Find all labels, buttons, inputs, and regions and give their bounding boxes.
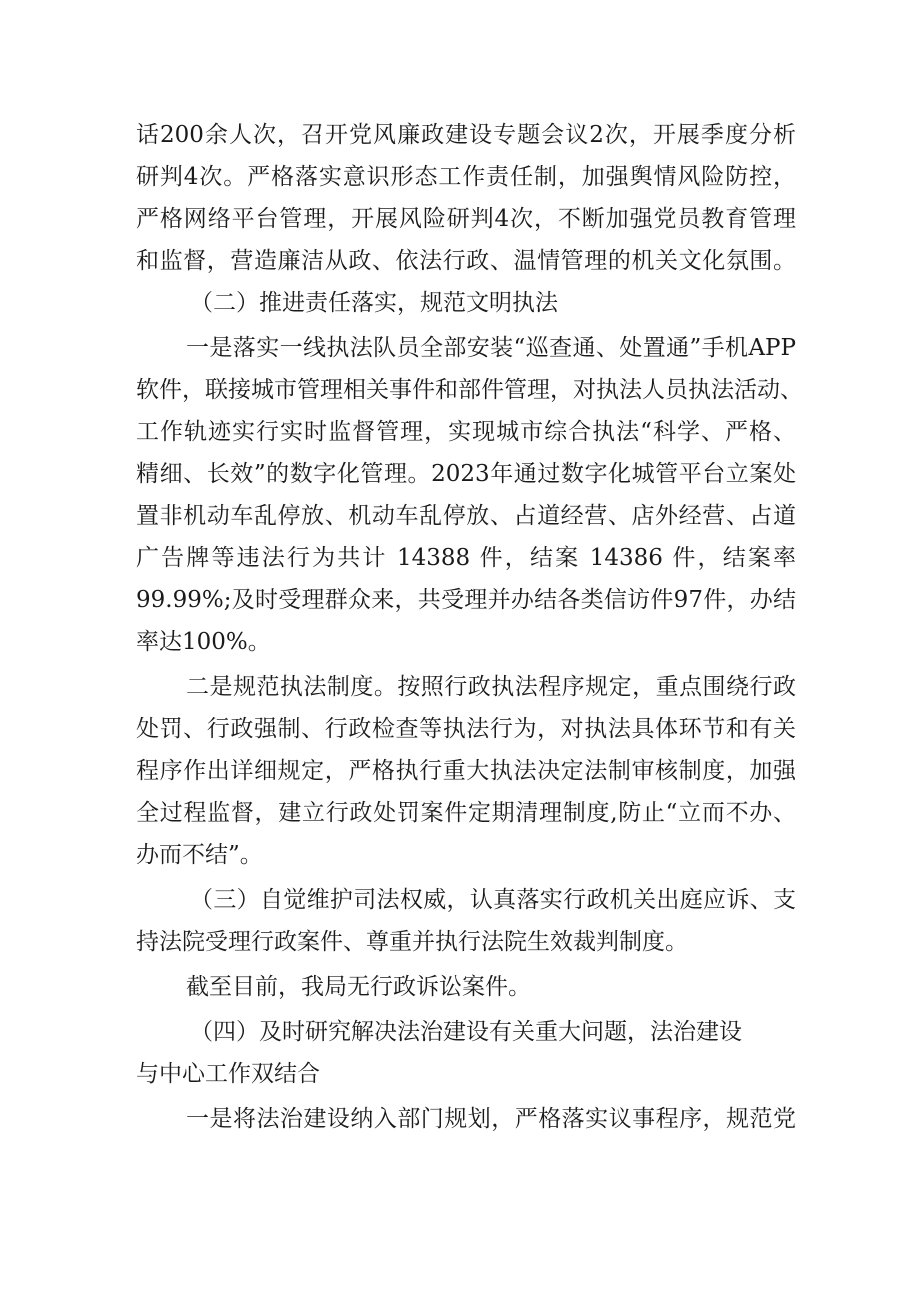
paragraph-line: 程序作出详细规定，严格执行重大执法决定法制审核制度，加强: [136, 758, 796, 784]
paragraph-line: 广告牌等违法行为共计 14388 件，结案 14386 件，结案率: [136, 545, 796, 571]
paragraph-line: 全过程监督，建立行政处罚案件定期清理制度,防止“立而不办、: [136, 800, 796, 826]
section-heading: （四）及时研究解决法治建设有关重大问题，法治建设: [190, 1019, 742, 1045]
paragraph-line: 和监督，营造廉洁从政、依法行政、温情管理的机关文化氛围。: [136, 248, 796, 274]
paragraph-line: 截至目前，我局无行政诉讼案件。: [186, 974, 531, 1000]
paragraph-line: 一是落实一线执法队员全部安装“巡查通、处置通”手机APP: [186, 335, 796, 361]
paragraph-line: 精细、长效”的数字化管理。2023年通过数字化城管平台立案处: [136, 461, 796, 487]
paragraph-line: 工作轨迹实行实时监督管理，实现城市综合执法“科学、严格、: [136, 419, 796, 445]
paragraph-line: 研判4次。严格落实意识形态工作责任制，加强舆情风险防控，: [136, 164, 796, 190]
paragraph-line: 二是规范执法制度。按照行政执法程序规定，重点围绕行政: [186, 674, 796, 700]
section-heading: （三）自觉维护司法权威，认真落实行政机关出庭应诉、支: [190, 887, 796, 913]
paragraph-line: 办而不结”。: [136, 842, 263, 868]
paragraph-line: 一是将法治建设纳入部门规划，严格落实议事程序，规范党: [186, 1106, 796, 1132]
paragraph-line: 严格网络平台管理，开展风险研判4次，不断加强党员教育管理: [136, 206, 796, 232]
section-heading: 与中心工作双结合: [136, 1061, 320, 1087]
paragraph-line: 处罚、行政强制、行政检查等执法行为，对执法具体环节和有关: [136, 716, 796, 742]
section-heading: （二）推进责任落实，规范文明执法: [190, 290, 558, 316]
paragraph-line: 置非机动车乱停放、机动车乱停放、占道经营、店外经营、占道: [136, 503, 796, 529]
paragraph-line: 软件，联接城市管理相关事件和部件管理，对执法人员执法活动、: [136, 377, 803, 403]
paragraph-line: 率达100%。: [136, 629, 271, 655]
paragraph-line: 持法院受理行政案件、尊重并执行法院生效裁判制度。: [136, 929, 688, 955]
paragraph-line: 话200余人次，召开党风廉政建设专题会议2次，开展季度分析: [136, 122, 796, 148]
paragraph-line: 99.99%;及时受理群众来，共受理并办结各类信访件97件，办结: [136, 587, 796, 613]
